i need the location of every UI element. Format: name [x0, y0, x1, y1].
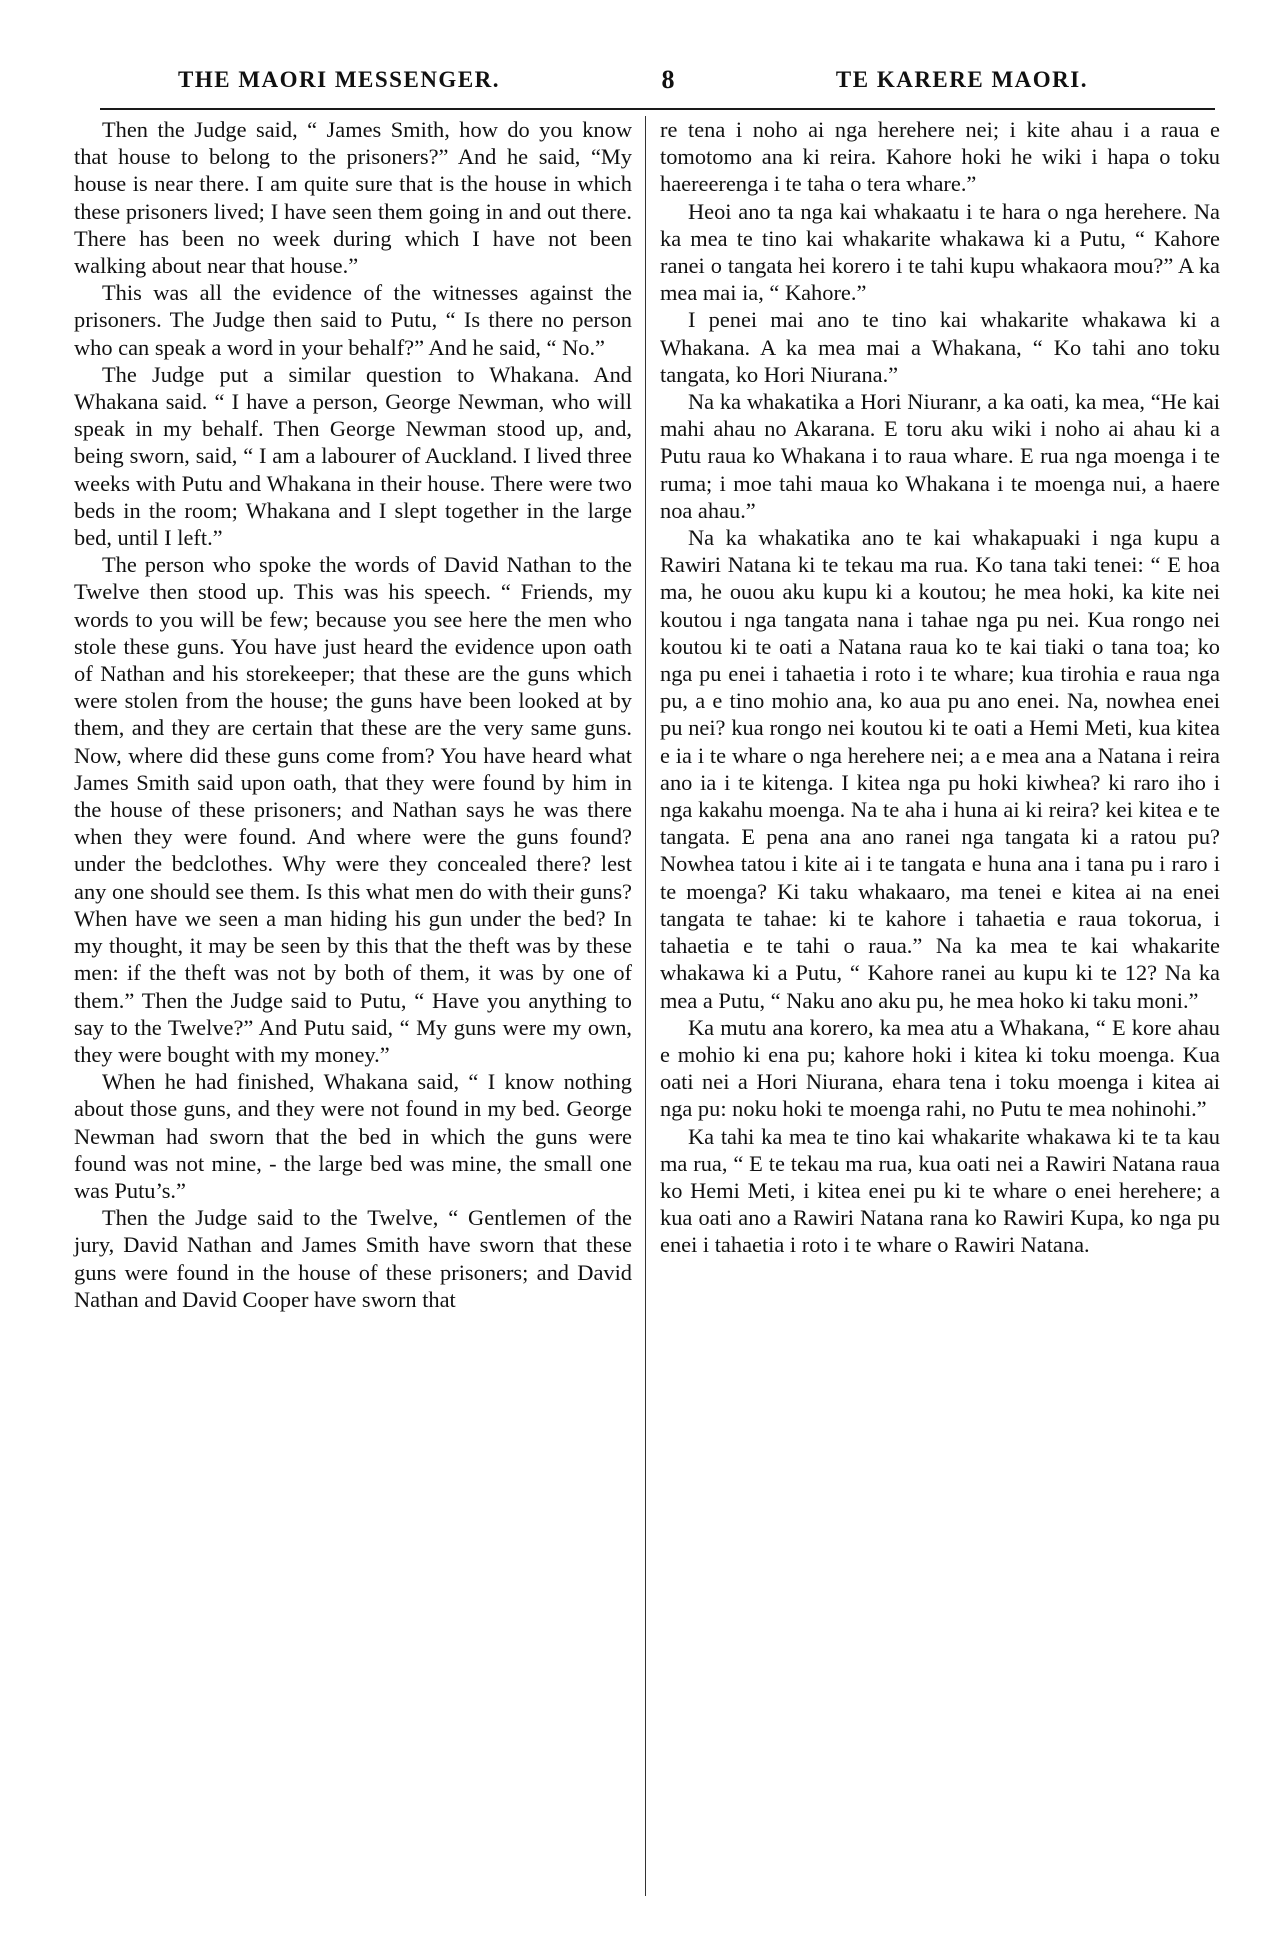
title-english: THE MAORI MESSENGER. [178, 67, 501, 92]
maori-column [660, 116, 1220, 1259]
english-paragraph: The Judge put a similar question to Whakana. And Whakana said. “ I have a person, George Newman, who will speak in my behalf. Then George Newman stood up, and, being sworn, said, “ I am a labourer of Auckland. I lived three weeks with Putu and Whakana in their house. There were two beds in the room; Whakana and I slept together in the large bed, until I left.” [74, 361, 632, 551]
maori-paragraph: Ka tahi ka mea te tino kai whakarite whakawa ki te ta kau ma rua, “ E te tekau ma rua, kua oati nei a Rawiri Natana raua ko Hemi Meti, i kitea enei pu ki te whare o enei herehere; a kua oati ano a Rawiri Natana rana ko Rawiri Kupa, ko nga pu enei i tahaetia i roto i te whare o Rawiri Natana. [660, 1123, 1220, 1258]
english-paragraph: This was all the evidence of the witnesses against the prisoners. The Judge then said to Putu, “ Is there no person who can speak a word in your behalf?” And he said, “ No.” [74, 280, 632, 360]
english-column [74, 116, 632, 1313]
maori-paragraph: I penei mai ano te tino kai whakarite whakawa ki a Whakana. A ka mea mai a Whakana, “ Ko tahi ano toku tangata, ko Hori Niurana.” [660, 307, 1220, 387]
masthead [178, 62, 1088, 98]
header-rule [100, 108, 1215, 110]
english-paragraph: When he had finished, Whakana said, “ I know nothing about those guns, and they were not found in my bed. George Newman had sworn that the bed in which the guns were found was not mine, - the large bed was mine, the small one was Putu’s.” [74, 1069, 632, 1203]
title-maori: TE KARERE MAORI. [835, 67, 1088, 92]
maori-paragraph: Na ka whakatika a Hori Niuranr, a ka oati, ka mea, “He kai mahi ahau no Akarana. E toru aku wiki i noho ai ahau ki a Putu raua ko Whakana i to raua whare. E rua nga moenga i te ruma; i moe tahi maua ko Whakana i te moenga nui, a haere noa ahau.” [660, 389, 1220, 523]
english-paragraph: The person who spoke the words of David Nathan to the Twelve then stood up. This was his speech. “ Friends, my words to you will be few; because you see here the men who stole these guns. You have just heard the evidence upon oath of Nathan and his storekeeper; that these are the guns which were stolen from the house; the guns have been looked at by them, and they are certain that these are the very same guns. Now, where did these guns come from? You have heard what James Smith said upon oath, that they were found by him in the house of these prisoners; and Nathan says he was there when they were found. And where were the guns found? under the bedclothes. Why were they concealed there? lest any one should see them. Is this what men do with their guns? When have we seen a man hiding his gun under the bed? In my thought, it may be seen by this that the theft was by these men: if the theft was not by both of them, it was by one of them.” Then the Judge said to Putu, “ Have you anything to say to the Twelve?” And Putu said, “ My guns were my own, they were bought with my money.” [74, 552, 632, 1067]
maori-paragraph: Na ka whakatika ano te kai whakapuaki i nga kupu a Rawiri Natana ki te tekau ma rua. Ko tana taki tenei: “ E hoa ma, he ouou aku kupu ki a koutou; he mea hoki, ka kite nei koutou i nga tangata nana i tahae nga pu nei. Kua rongo nei koutou ki te oati a Natana raua ko te kai tiaki o tana toa; ko nga pu enei i tahaetia i roto i te whare; kua tirohia e raua nga pu, a e tino mohio ana, ko aua pu ano enei. Na, nowhea enei pu nei? kua rongo nei koutou ki te oati a Hemi Meti, kua kitea e ia i te whare o nga herehere nei; a e mea ana a Natana i reira ano ia i te kitenga. I kitea nga pu hoki kiwhea? ki raro iho i nga kakahu moenga. Na te aha i huna ai ki reira? kei kitea e te tangata. E pena ana ano ranei nga tangata ki a ratou pu? Nowhea tatou i kite ai i te tangata e huna ana i tana pu i raro i te moenga? Ki taku whakaaro, ma tenei e kitea ai na enei tangata te tahae: ki te kahore i tahaetia e raua tokorua, i tahaetia e te tahi o raua.” Na ka mea te kai whakarite whakawa ki a Putu, “ Kahore ranei au kupu ki te 12? Na ka mea a Putu, “ Naku ano aku pu, he mea hoko ki taku moni.” [660, 525, 1220, 1013]
english-paragraph: Then the Judge said to the Twelve, “ Gentlemen of the jury, David Nathan and James Smith have sworn that these guns were found in the house of these prisoners; and David Nathan and David Cooper have sworn that [74, 1205, 632, 1312]
maori-paragraph: Heoi ano ta nga kai whakaatu i te hara o nga herehere. Na ka mea te tino kai whakarite whakawa ki a Putu, “ Kahore ranei o tangata hei korero i te tahi kupu whakaora mou?” A ka mea mai ia, “ Kahore.” [660, 198, 1220, 306]
page-number: 8 [661, 65, 675, 94]
column-divider [645, 116, 646, 1896]
english-paragraph: Then the Judge said, “ James Smith, how do you know that house to belong to the prisoners?” And he said, “My house is near there. I am quite sure that is the house in which these prisoners lived; I have seen them going in and out there. There has been no week during which I have not been walking about near that house.” [74, 117, 632, 279]
maori-paragraph: re tena i noho ai nga herehere nei; i kite ahau i a raua e tomotomo ana ki reira. Kahore hoki he wiki i hapa o toku haereerenga i te taha o tera whare.” [660, 117, 1220, 197]
maori-paragraph: Ka mutu ana korero, ka mea atu a Whakana, “ E kore ahau e mohio ki ena pu; kahore hoki i kitea ki toku moenga. Kua oati nei a Hori Niurana, ehara tena i toku moenga i kitea ai nga pu: noku hoki te moenga rahi, no Putu te mea nohinohi.” [660, 1014, 1220, 1122]
